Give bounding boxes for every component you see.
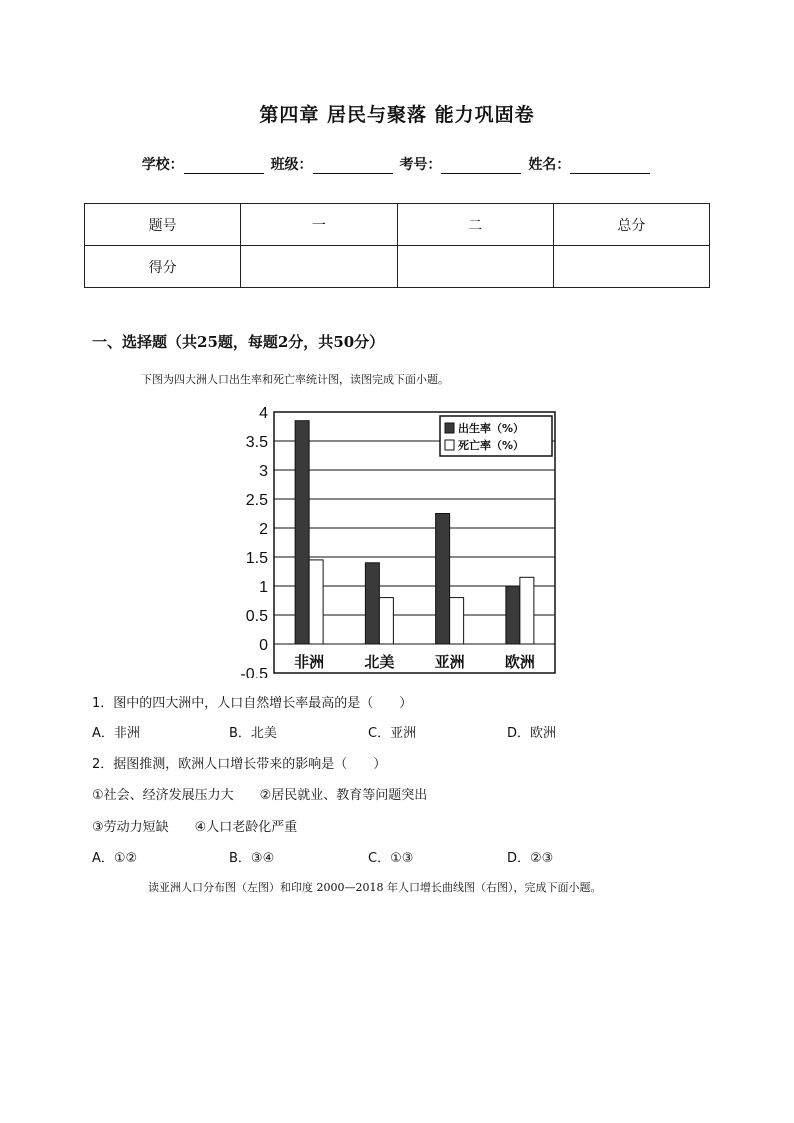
birth-rate-bar: [365, 563, 379, 644]
student-info-line: [0, 154, 794, 174]
death-rate-bar: [309, 560, 323, 644]
legend-label: 死亡率（%）: [458, 439, 525, 452]
name-label: 姓名：: [528, 157, 571, 173]
class-blank[interactable]: [313, 159, 393, 174]
q2-statements-line2: ③劳动力短缺 ④人口老龄化严重: [92, 820, 298, 835]
name-blank[interactable]: [570, 159, 650, 174]
q2-option-c[interactable]: C．①③: [368, 851, 414, 866]
score-cell: 题号: [85, 204, 241, 246]
score-input-cell[interactable]: [397, 246, 553, 288]
x-category-label: 北美: [364, 653, 395, 671]
legend-label: 出生率（%）: [458, 422, 525, 435]
q2-option-d[interactable]: D．②③: [507, 851, 554, 866]
birth-death-rate-chart: [230, 398, 560, 678]
death-rate-bar: [450, 598, 464, 644]
y-tick-label: 2: [259, 521, 268, 538]
score-input-cell[interactable]: [553, 246, 709, 288]
score-table-score-row: [85, 246, 710, 288]
score-input-cell[interactable]: [241, 246, 397, 288]
score-table: [84, 203, 710, 288]
death-rate-bar: [520, 577, 534, 644]
y-tick-label: 4: [259, 405, 268, 422]
legend-swatch: [445, 423, 454, 433]
question-2-stem: 2．据图推测，欧洲人口增长带来的影响是（ ）: [92, 757, 387, 772]
x-category-label: 亚洲: [434, 653, 465, 671]
exam-no-blank[interactable]: [441, 159, 521, 174]
section-heading: 一、选择题（共25题，每题2分，共50分）: [92, 333, 385, 351]
q1-option-b[interactable]: B．北美: [229, 726, 277, 741]
chart-intro: 下图为四大洲人口出生率和死亡率统计图，读图完成下面小题。: [141, 373, 449, 386]
score-cell: 一: [241, 204, 397, 246]
exam-no-label: 考号：: [399, 157, 442, 173]
school-blank[interactable]: [184, 159, 264, 174]
y-tick-label: 1: [259, 579, 268, 596]
document-title: 第四章 居民与聚落 能力巩固卷: [259, 104, 535, 126]
q2-option-a[interactable]: A．①②: [92, 851, 138, 866]
y-tick-label: 0.5: [245, 608, 268, 625]
birth-rate-bar: [295, 421, 309, 644]
score-cell: 得分: [85, 246, 241, 288]
x-category-label: 非洲: [294, 653, 325, 671]
x-category-label: 欧洲: [504, 653, 535, 671]
next-intro: 读亚洲人口分布图（左图）和印度 2000—2018 年人口增长曲线图（右图），完成下面小题。: [148, 881, 602, 894]
q2-statements-line1: ①社会、经济发展压力大 ②居民就业、教育等问题突出: [92, 788, 428, 803]
score-cell: 二: [397, 204, 553, 246]
q1-option-c[interactable]: C．亚洲: [368, 726, 417, 741]
y-tick-label: 3: [259, 463, 268, 480]
score-cell: 总分: [553, 204, 709, 246]
y-tick-label: 1.5: [245, 550, 268, 567]
school-label: 学校：: [141, 157, 184, 173]
birth-rate-bar: [506, 586, 520, 644]
y-tick-label: 2.5: [245, 492, 268, 509]
birth-rate-bar: [436, 514, 450, 645]
class-label: 班级：: [270, 157, 313, 173]
y-tick-label: 0: [259, 637, 268, 654]
y-tick-label: -0.5: [240, 666, 268, 678]
q1-option-a[interactable]: A．非洲: [92, 726, 140, 741]
score-table-header-row: [85, 204, 710, 246]
legend-swatch: [445, 440, 454, 450]
q1-option-d[interactable]: D．欧洲: [507, 726, 557, 741]
death-rate-bar: [379, 598, 393, 644]
question-1-stem: 1．图中的四大洲中，人口自然增长率最高的是（ ）: [92, 696, 413, 711]
y-tick-label: 3.5: [245, 434, 268, 451]
q2-option-b[interactable]: B．③④: [229, 851, 275, 866]
